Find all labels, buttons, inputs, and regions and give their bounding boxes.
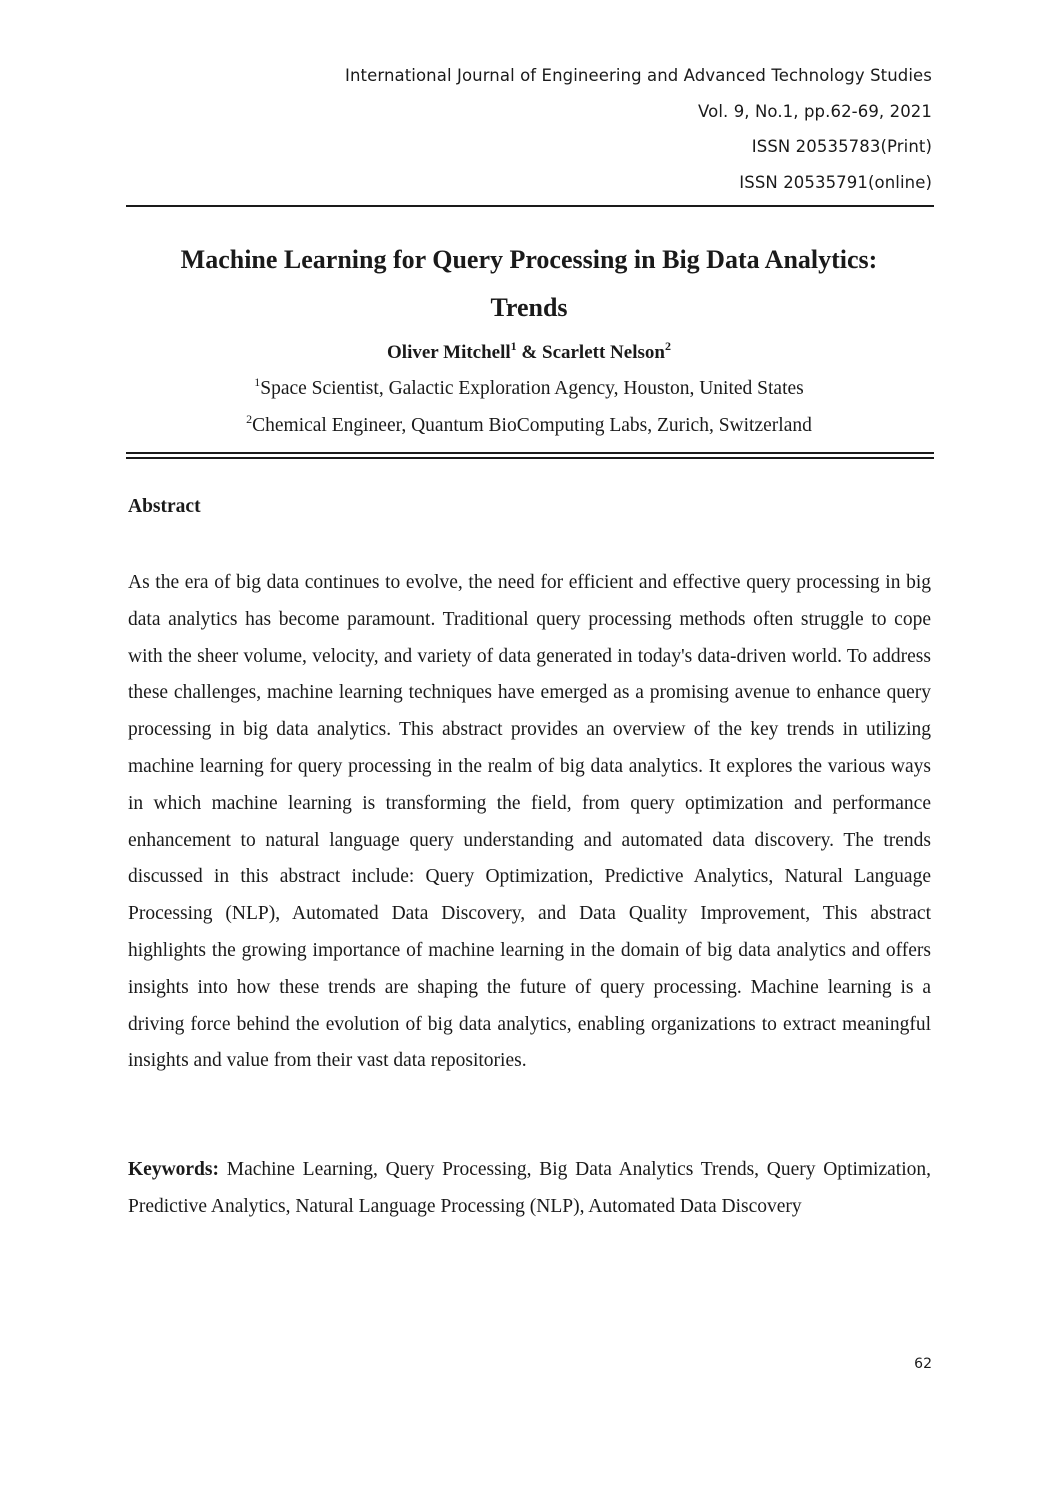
abstract-heading: Abstract [128, 496, 201, 517]
keywords-text: Machine Learning, Query Processing, Big Data Analytics Trends, Query Optimization, Predictive Analytics, Natural Language Processing (NLP), Automated Data Discovery [128, 1159, 931, 1217]
journal-header [126, 58, 932, 200]
author-line [126, 338, 932, 368]
paper-title-line-2: Trends [490, 293, 568, 322]
keywords-paragraph [128, 1152, 931, 1226]
affiliation-text-2: Chemical Engineer, Quantum BioComputing Labs, Zurich, Switzerland [252, 415, 812, 436]
page-number: 62 [914, 1356, 932, 1372]
author-mark-1: 1 [510, 338, 517, 353]
keywords-label: Keywords: [128, 1159, 219, 1180]
affiliation-text-1: Space Scientist, Galactic Exploration Agency, Houston, United States [260, 378, 804, 399]
affiliation-2 [126, 411, 932, 441]
volume-info: Vol. 9, No.1, pp.62-69, 2021 [698, 101, 932, 121]
journal-name: International Journal of Engineering and Advanced Technology Studies [345, 66, 932, 85]
author-separator: & [516, 342, 542, 363]
author-mark-2: 2 [664, 338, 671, 353]
affiliation-mark-1: 1 [254, 374, 261, 389]
affiliation-1 [126, 374, 932, 404]
issn-print: ISSN 20535783(Print) [751, 137, 932, 156]
author-name-2: Scarlett Nelson [542, 342, 665, 363]
abstract-body: As the era of big data continues to evolve, the need for efficient and effective query processing in big data analytics has become paramount. Traditional query processing methods often struggle to cope with the sheer volume, velocity, and variety of data generated in today's data-driven world. To address these challenges, machine learning techniques have emerged as a promising avenue to enhance query processing in big data analytics. This abstract provides an overview of the key trends in utilizing machine learning for query processing in the realm of big data analytics. It explores the various ways in which machine learning is transforming the field, from query optimization and performance enhancement to natural language query understanding and automated data discovery. The trends discussed in this abstract include: Query Optimization, Predictive Analytics, Natural Language Processing (NLP), Automated Data Discovery, and Data Quality Improvement, This abstract highlights the growing importance of machine learning in the domain of big data analytics and offers insights into how these trends are shaping the future of query processing. Machine learning is a driving force behind the evolution of big data analytics, enabling organizations to extract meaningful insights and value from their vast data repositories. [128, 572, 931, 1072]
paper-title [126, 236, 932, 332]
author-name-1: Oliver Mitchell [387, 342, 511, 363]
header-divider [126, 205, 934, 207]
title-block-double-divider [126, 452, 934, 459]
issn-online: ISSN 20535791(online) [739, 172, 932, 192]
affiliation-mark-2: 2 [246, 411, 253, 426]
paper-title-line-1: Machine Learning for Query Processing in Big Data Analytics: [180, 245, 878, 274]
